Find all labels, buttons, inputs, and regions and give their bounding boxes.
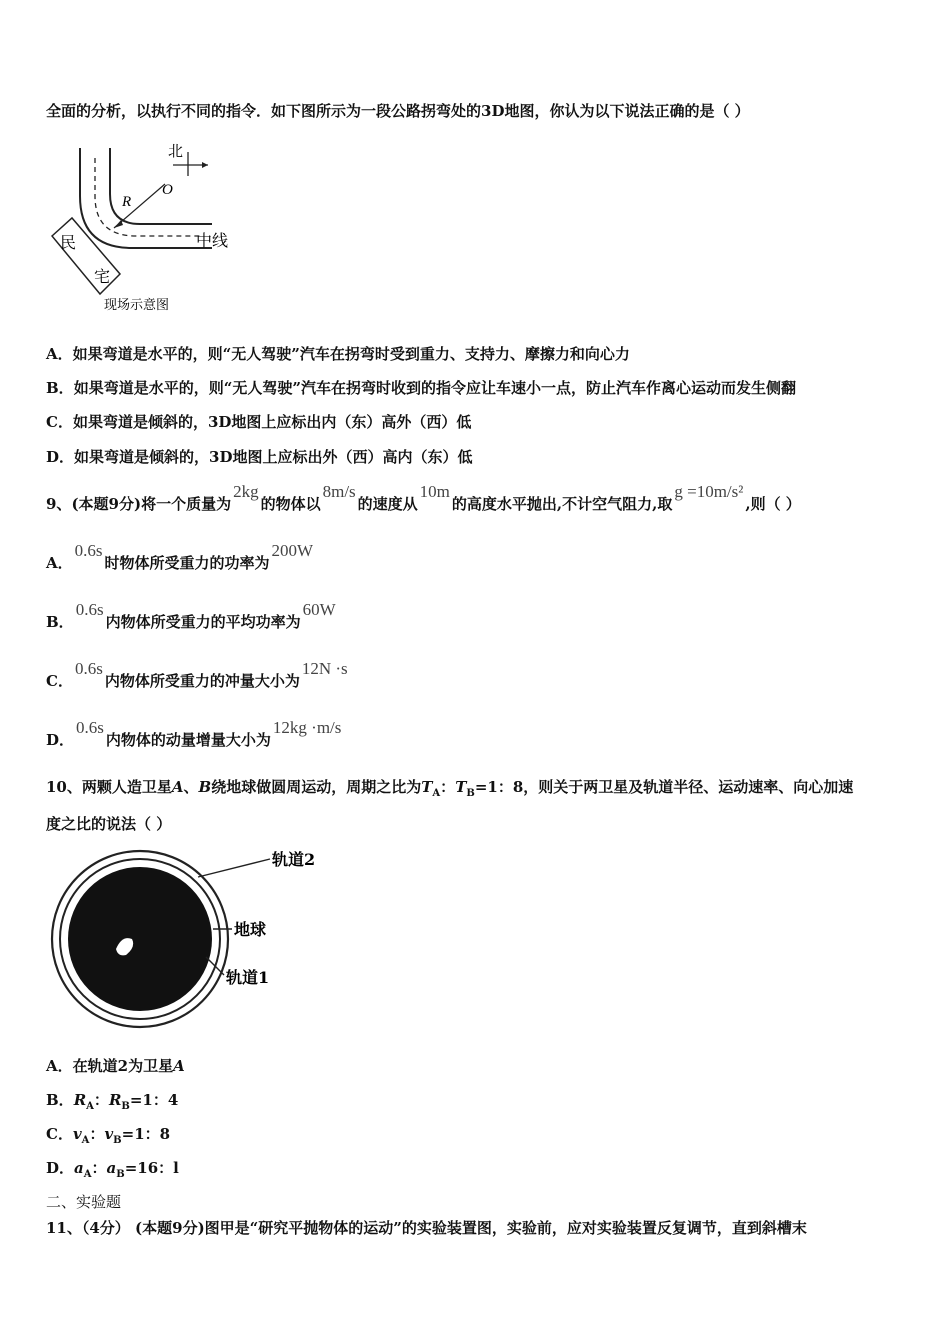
- option-letter: B．: [46, 1091, 74, 1109]
- stem-part-3: 的速度从: [357, 495, 418, 513]
- q8-option-d: [46, 447, 472, 467]
- subscript-a: A: [81, 1135, 90, 1146]
- q10-option-b: [46, 1090, 178, 1117]
- formula-speed: 8m/s: [322, 482, 356, 501]
- option-letter: B．: [46, 379, 74, 397]
- house-label-1: 民: [60, 235, 77, 252]
- separator: 、: [183, 778, 199, 796]
- option-text: 在轨道2为卫星: [72, 1057, 174, 1075]
- q8-option-b: [46, 378, 796, 398]
- q9-option-c: [46, 659, 350, 691]
- var-v-b: v: [104, 1125, 114, 1143]
- colon: ：: [93, 1091, 109, 1109]
- formula-time: 0.6s: [75, 600, 104, 619]
- stem-part-1: (本题9分)将一个质量为: [71, 495, 232, 513]
- var-a: A: [173, 1057, 185, 1075]
- stem-part-4: 的高度水平抛出,不计空气阻力,取: [451, 495, 673, 513]
- north-label: 北: [168, 143, 184, 160]
- colon: ：: [91, 1159, 107, 1177]
- formula-value: 60W: [302, 600, 336, 619]
- option-letter: D．: [46, 1159, 75, 1177]
- option-letter: A．: [46, 554, 73, 572]
- option-text: 内物体所受重力的冲量大小为: [104, 672, 300, 690]
- subscript-a: A: [432, 788, 441, 799]
- colon: ：: [89, 1125, 105, 1143]
- var-b: B: [198, 778, 212, 796]
- option-text: 内物体所受重力的平均功率为: [105, 613, 301, 631]
- option-letter: D．: [46, 731, 75, 749]
- orbit1-label: 轨道1: [226, 968, 270, 987]
- subscript-b: B: [466, 788, 475, 799]
- subscript-b: B: [113, 1135, 122, 1146]
- option-text: 如果弯道是倾斜的，3D地图上应标出外（西）高内（东）低: [74, 448, 473, 466]
- orbit-figure: [48, 845, 338, 1030]
- var-v-a: v: [72, 1125, 82, 1143]
- radius-label: R: [122, 194, 132, 210]
- intro-line: 全面的分析，以执行不同的指令．如下图所示为一段公路拐弯处的3D地图，你认为以下说法正确的是（ ）: [46, 102, 750, 120]
- formula-time: 0.6s: [74, 659, 103, 678]
- section-heading: 二、实验题: [46, 1193, 122, 1211]
- option-letter: C．: [46, 672, 73, 690]
- option-letter: A．: [46, 1057, 73, 1075]
- option-letter: D．: [46, 448, 75, 466]
- q9-option-a: [46, 541, 315, 573]
- q9-stem: [46, 482, 801, 514]
- var-acc-a: a: [74, 1159, 84, 1177]
- option-letter: A．: [46, 345, 73, 363]
- var-r-b: R: [108, 1091, 122, 1109]
- ratio-value: =16：l: [124, 1159, 179, 1177]
- option-letter: C．: [46, 413, 73, 431]
- formula-time: 0.6s: [76, 718, 104, 737]
- formula-gravity: g =10m/s²: [674, 482, 744, 501]
- colon: ：: [440, 778, 456, 796]
- subscript-b: B: [116, 1169, 125, 1180]
- formula-mass: 2kg: [233, 482, 259, 501]
- formula-value: 12kg ·m/s: [272, 718, 342, 737]
- q10-option-c: [46, 1124, 170, 1151]
- road-curve-figure: [48, 136, 238, 318]
- var-a: A: [171, 778, 184, 796]
- q11-stem: 11、（4分） (本题9分)图甲是“研究平抛物体的运动”的实验装置图，实验前，应对实验装置反复调节，直到斜槽末: [46, 1219, 807, 1237]
- question-number: 9、: [46, 495, 72, 513]
- subscript-a: A: [86, 1101, 94, 1112]
- stem-text: 绕地球做圆周运动，周期之比为: [211, 778, 422, 796]
- var-r-a: R: [73, 1091, 87, 1109]
- earth: [68, 867, 212, 1011]
- road-outer-edge: [80, 148, 212, 248]
- figure-caption: 现场示意图: [104, 297, 170, 312]
- stem-part-2: 的物体以: [260, 495, 321, 513]
- center-label: O: [162, 182, 173, 198]
- q9-option-d: [46, 718, 343, 750]
- orbit2-pointer: [198, 859, 270, 877]
- north-arrow-head-icon: [202, 162, 208, 168]
- stem-text: =1：8，则关于两卫星及轨道半径、运动速率、向心加速: [474, 778, 854, 796]
- q8-option-a: [46, 344, 630, 364]
- option-text: 如果弯道是倾斜的，3D地图上应标出内（东）高外（西）低: [72, 413, 472, 431]
- subscript-a: A: [83, 1169, 92, 1180]
- option-text: 内物体的动量增量大小为: [105, 731, 271, 749]
- q8-option-c: [46, 412, 471, 432]
- midline-label: 中线: [196, 233, 229, 250]
- formula-value: 200W: [271, 541, 314, 560]
- option-letter: C．: [46, 1125, 73, 1143]
- formula-height: 10m: [419, 482, 450, 501]
- option-text: 如果弯道是水平的，则“无人驾驶”汽车在拐弯时受到重力、支持力、摩擦力和向心力: [72, 345, 630, 363]
- var-acc-b: a: [106, 1159, 117, 1177]
- ratio-value: =1：8: [121, 1125, 171, 1143]
- q10-stem-line-2: 度之比的说法（ ）: [46, 815, 172, 833]
- option-text: 如果弯道是水平的，则“无人驾驶”汽车在拐弯时收到的指令应让车速小一点，防止汽车作离心运动而发生侧翻: [73, 379, 796, 397]
- subscript-b: B: [121, 1101, 130, 1112]
- road-inner-edge: [110, 148, 212, 224]
- q10-option-a: [46, 1056, 185, 1076]
- ratio-value: =1：4: [129, 1091, 179, 1109]
- var-t-b: T: [455, 778, 467, 796]
- orbit1-pointer: [206, 957, 224, 975]
- earth-label: 地球: [234, 920, 267, 939]
- house-label-2: 宅: [94, 269, 111, 286]
- formula-time: 0.6s: [74, 541, 103, 560]
- q10-option-d: [46, 1158, 179, 1185]
- formula-value: 12N ·s: [301, 659, 348, 678]
- var-t-a: T: [421, 778, 433, 796]
- option-text: 时物体所受重力的功率为: [104, 554, 270, 572]
- q10-stem-line-1: [46, 777, 853, 804]
- option-letter: B．: [46, 613, 74, 631]
- stem-part-5: ,则（ ）: [745, 495, 801, 513]
- orbit2-label: 轨道2: [272, 850, 316, 869]
- q9-option-b: [46, 600, 338, 632]
- stem-text: 10、两颗人造卫星: [46, 778, 172, 796]
